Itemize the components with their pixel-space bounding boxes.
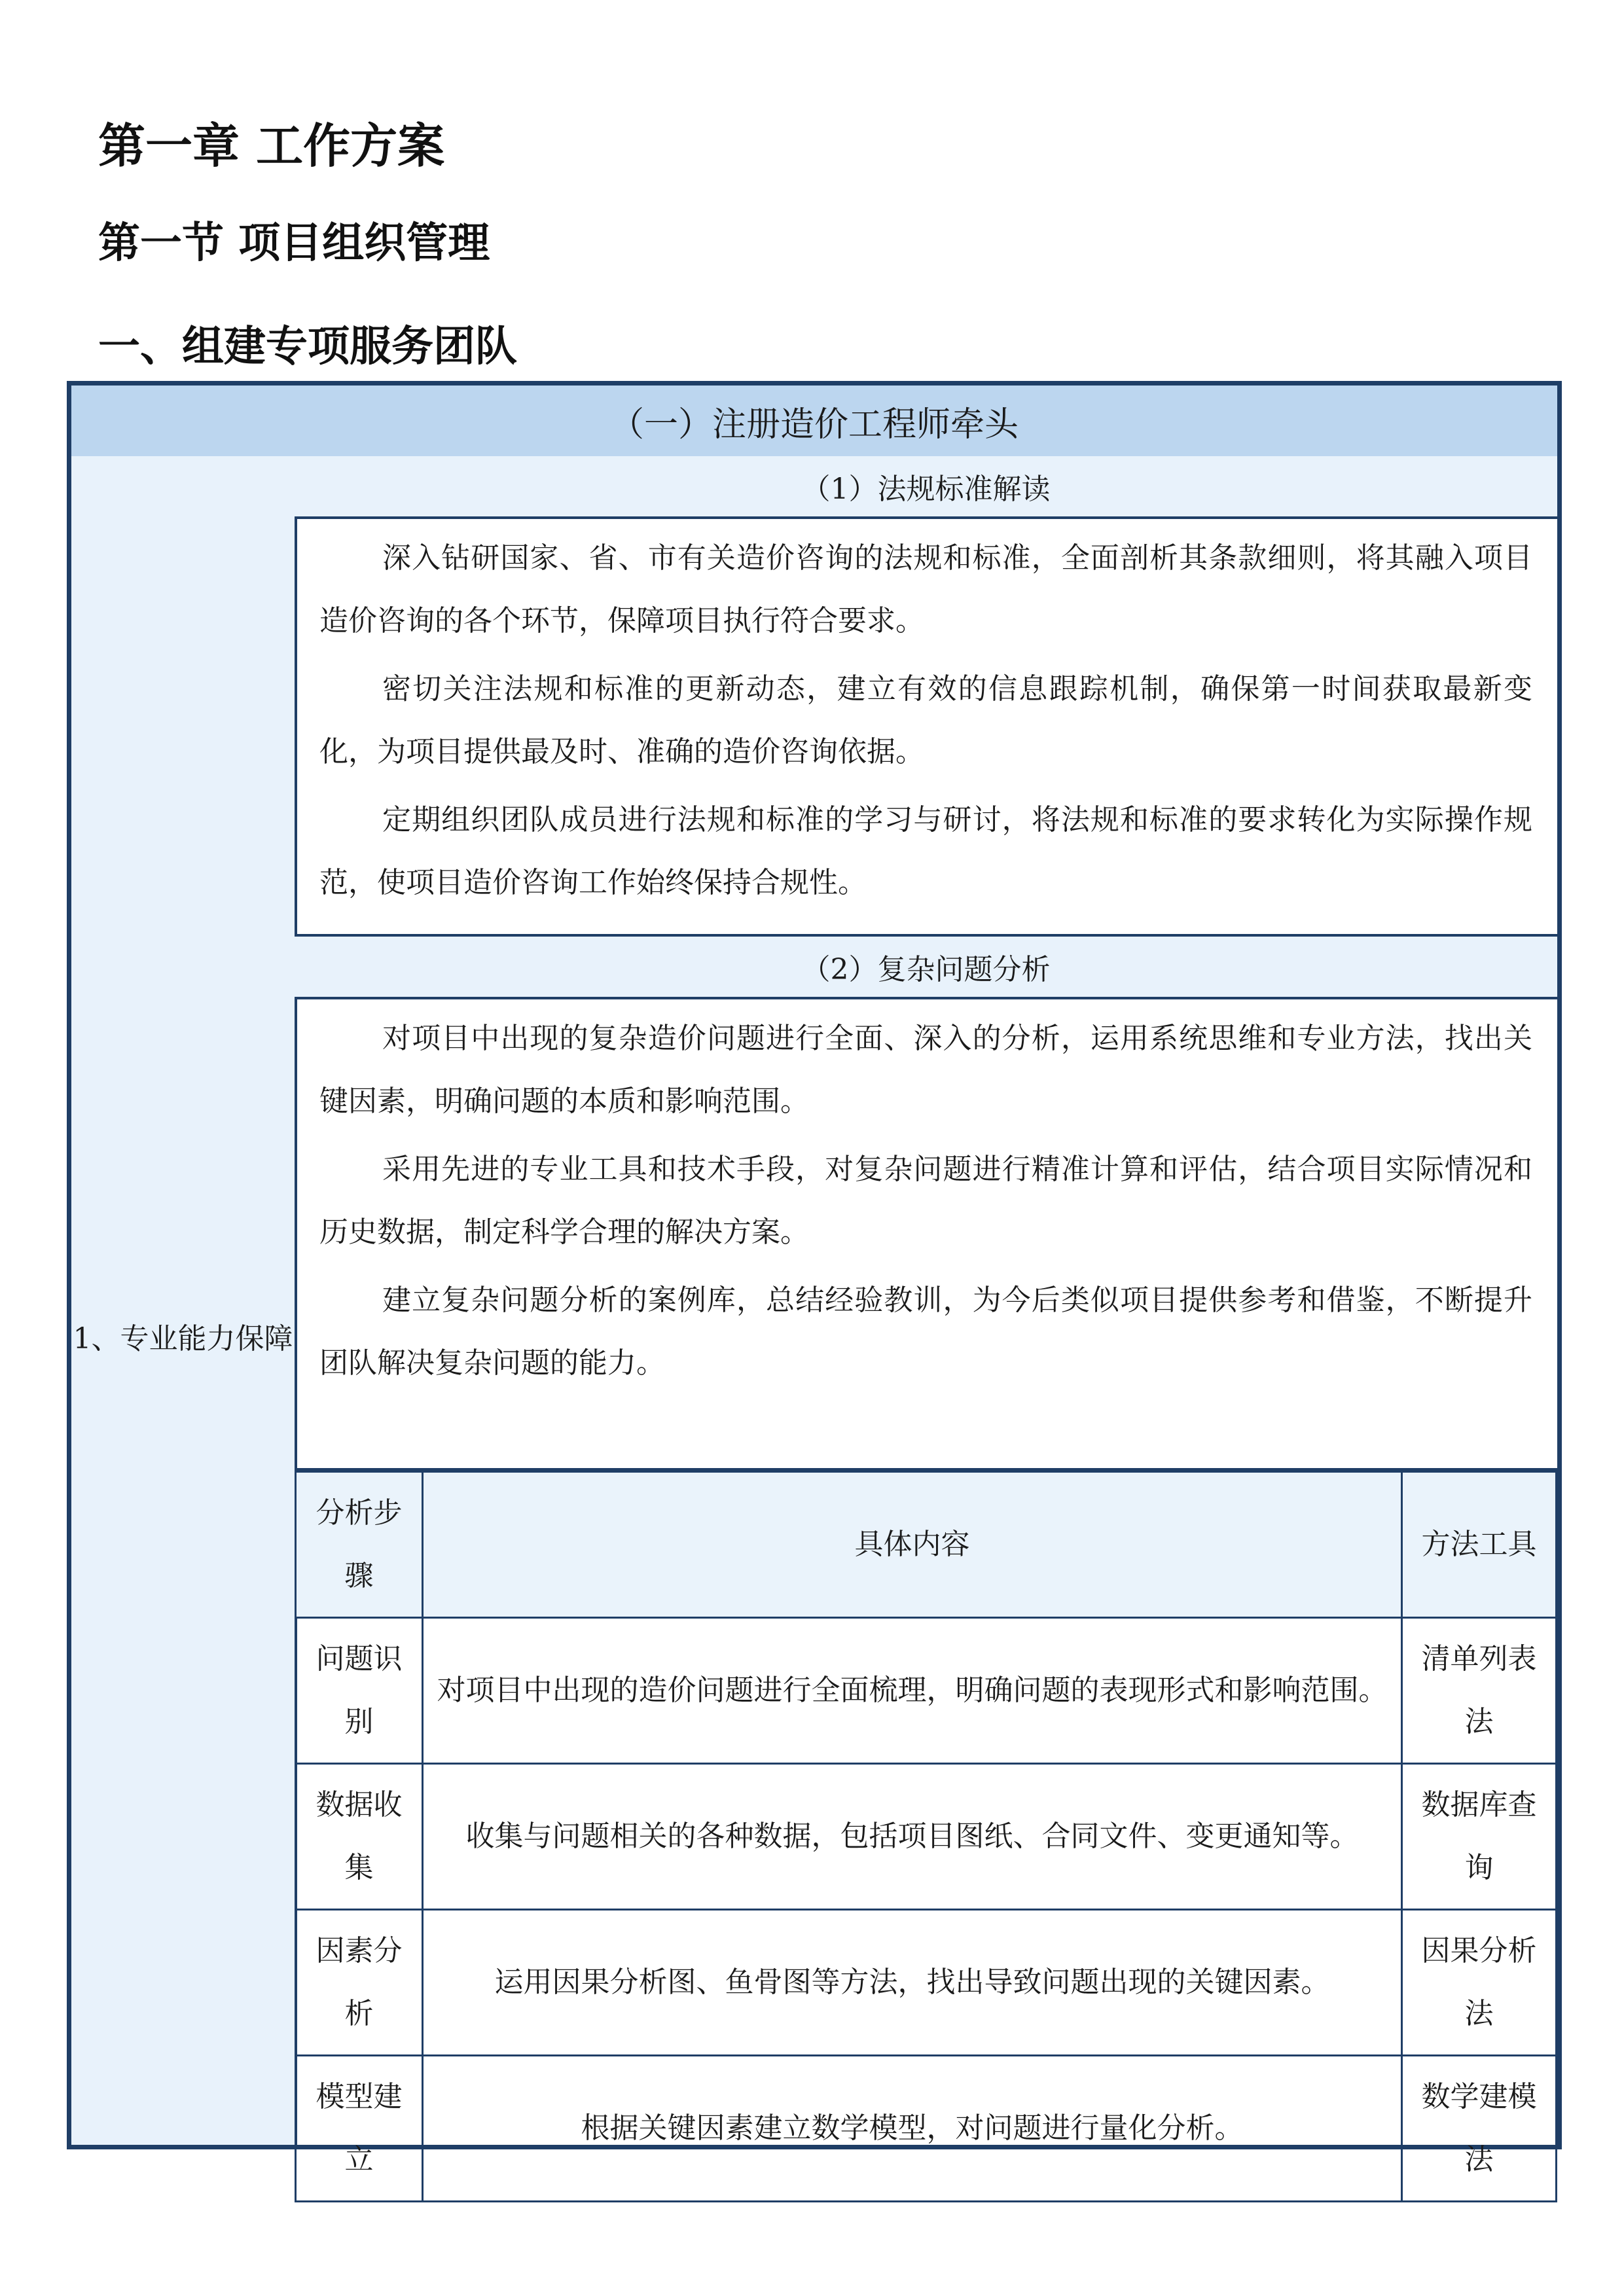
paragraph: 密切关注法规和标准的更新动态，建立有效的信息跟踪机制，确保第一时间获取最新变化，为项目提供最及时、准确的造价咨询依据。	[319, 672, 1532, 768]
header-cell: 方法工具	[1402, 1472, 1557, 1618]
header-cell: 具体内容	[423, 1472, 1402, 1618]
tool-cell: 数据库查询	[1402, 1764, 1557, 1910]
step-cell: 问题识别	[296, 1618, 423, 1764]
tool-cell: 清单列表法	[1402, 1618, 1557, 1764]
box-title: （一）注册造价工程师牵头	[71, 386, 1557, 459]
content-cell: 对项目中出现的造价问题进行全面梳理，明确问题的表现形式和影响范围。	[423, 1618, 1402, 1764]
table-row	[296, 1764, 1557, 1910]
tool-cell: 因果分析法	[1402, 1910, 1557, 2056]
part1-body	[295, 519, 1557, 937]
paragraph: 对项目中出现的复杂造价问题进行全面、深入的分析，运用系统思维和专业方法，找出关键因素，明确问题的本质和影响范围。	[319, 1022, 1532, 1118]
section-title: 第一节 项目组织管理	[98, 219, 490, 268]
paragraph: 定期组织团队成员进行法规和标准的学习与研讨，将法规和标准的要求转化为实际操作规范，使项目造价咨询工作始终保持合规性。	[319, 803, 1532, 899]
header-cell: 分析步骤	[296, 1472, 423, 1618]
part2-heading: （2）复杂问题分析	[295, 937, 1557, 999]
paragraph: 深入钻研国家、省、市有关造价咨询的法规和标准，全面剖析其条款细则，将其融入项目造价咨询的各个环节，保障项目执行符合要求。	[319, 541, 1532, 637]
subsection-title: 一、组建专项服务团队	[98, 323, 517, 371]
step-cell: 因素分析	[296, 1910, 423, 2056]
table-header-row	[296, 1472, 1557, 1618]
part1-heading: （1）法规标准解读	[295, 456, 1557, 519]
step-cell: 数据收集	[296, 1764, 423, 1910]
left-column	[71, 456, 297, 2145]
table-row	[296, 1618, 1557, 1764]
table-row	[296, 2056, 1557, 2202]
left-label: 1、专业能力保障	[73, 1322, 293, 1355]
paragraph: 采用先进的专业工具和技术手段，对复杂问题进行精准计算和评估，结合项目实际情况和历史数据，制定科学合理的解决方案。	[319, 1153, 1532, 1249]
tool-cell: 数学建模法	[1402, 2056, 1557, 2202]
step-cell: 模型建立	[296, 2056, 423, 2202]
paragraph: 建立复杂问题分析的案例库，总结经验教训，为今后类似项目提供参考和借鉴，不断提升团队解决复杂问题的能力。	[319, 1283, 1532, 1380]
content-cell: 根据关键因素建立数学模型，对问题进行量化分析。	[423, 2056, 1402, 2202]
content-cell: 收集与问题相关的各种数据，包括项目图纸、合同文件、变更通知等。	[423, 1764, 1402, 1910]
analysis-table	[295, 1471, 1557, 2202]
service-team-box	[67, 381, 1562, 2176]
part2-body	[295, 999, 1557, 1471]
chapter-title: 第一章 工作方案	[98, 118, 445, 173]
content-cell: 运用因果分析图、鱼骨图等方法，找出导致问题出现的关键因素。	[423, 1910, 1402, 2056]
table-row	[296, 1910, 1557, 2056]
